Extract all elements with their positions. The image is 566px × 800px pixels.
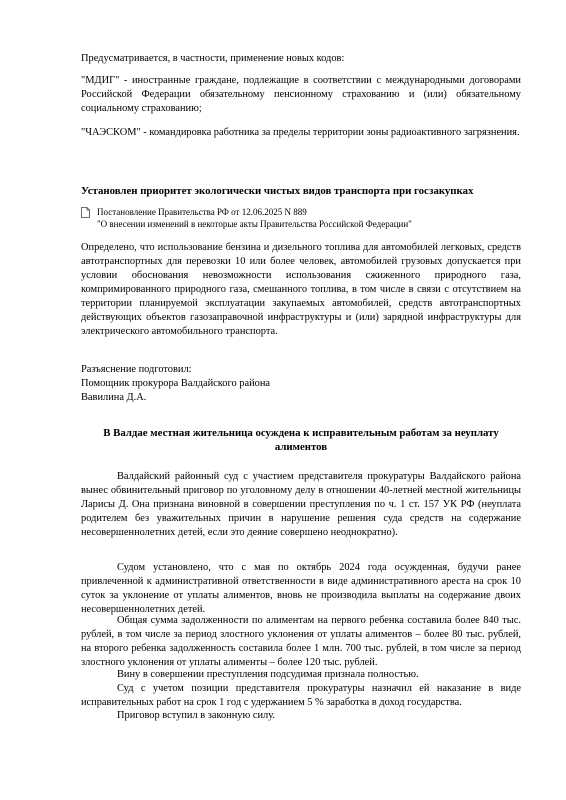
- code-chaeskom-paragraph: "ЧАЭСКОМ" - командировка работника за пределы территории зоны радиоактивного загрязнения.: [81, 127, 520, 138]
- debt-paragraph: Общая сумма задолженности по алиментам на первого ребенка составила более 840 тыс. рублей, в том числе за период злостного уклонения от уплаты алиментов – более 80 тыс. рублей, на второго ребенка задолженность составила более 1 млн. 700 тыс. рублей, в том числе за период злостного уклонения от уплаты алименты – более 120 тыс. рублей.: [81, 615, 521, 668]
- guilt-paragraph: Вину в совершении преступления подсудимая признала полностью.: [117, 669, 419, 680]
- document-icon: [81, 207, 90, 218]
- findings-paragraph: Судом установлено, что с мая по октябрь 2024 года осужденная, будучи ранее привлеченной к административной ответственности в виде административного ареста на срок 10 суток за уклонение от уплаты алиментов, вновь не производила выплаты на содержание двоих несовершеннолетних детей.: [81, 562, 521, 615]
- regulation-title: Постановление Правительства РФ от 12.06.2025 N 889: [97, 207, 307, 217]
- signature-line-3: Вавилина Д.А.: [81, 392, 147, 403]
- final-paragraph: Приговор вступил в законную силу.: [117, 710, 275, 721]
- regulation-subtitle: "О внесении изменений в некоторые акты Правительства Российской Федерации": [97, 219, 412, 229]
- signature-line-1: Разъяснение подготовил:: [81, 364, 192, 375]
- section2-heading: В Валдае местная жительница осуждена к исправительным работам за неуплату алиментов: [103, 427, 499, 453]
- section1-body: Определено, что использование бензина и дизельного топлива для автомобилей легковых, средств автотранспортных для перевозки 10 или более человек, автомобилей грузовых допускается при условии обоснования невозможности использования сжиженного природного газа, компримированного природного газа, смешанного топлива, в том числе в связи с отсутствием на территории планируемой эксплуатации закупаемых автомобилей, средств автотранспортных действующих объектов газозаправочной инфраструктуры и (или) зарядной инфраструктуры для электрического автомобильного транспорта.: [81, 242, 521, 337]
- sentence-paragraph: Суд с учетом позиции представителя прокуратуры назначил ей наказание в виде исправительных работ на срок 1 год с удержанием 5 % заработка в доход государства.: [81, 683, 521, 708]
- regulation-reference[interactable]: [81, 206, 521, 230]
- verdict-paragraph: Валдайский районный суд с участием представителя прокуратуры Валдайского района вынес обвинительный приговор по уголовному делу в отношении 40-летней местной жительницы Ларисы Д. Она признана виновной в совершении преступления по ч. 1 ст. 157 УК РФ (неуплата родителем без уважительных причин в нарушение решения суда средств на содержание несовершеннолетних детей, если это деяние совершено неоднократно).: [81, 471, 521, 538]
- section1-heading: Установлен приоритет экологически чистых видов транспорта при госзакупках: [81, 185, 474, 197]
- code-mdig-paragraph: "МДИГ" - иностранные граждане, подлежащие в соответствии с международными договорами Российской Федерации обязательному пенсионному страхованию и (или) обязательному социальному страхованию;: [81, 75, 521, 114]
- signature-line-2: Помощник прокурора Валдайского района: [81, 378, 271, 389]
- intro-text: Предусматривается, в частности, применение новых кодов:: [81, 53, 345, 64]
